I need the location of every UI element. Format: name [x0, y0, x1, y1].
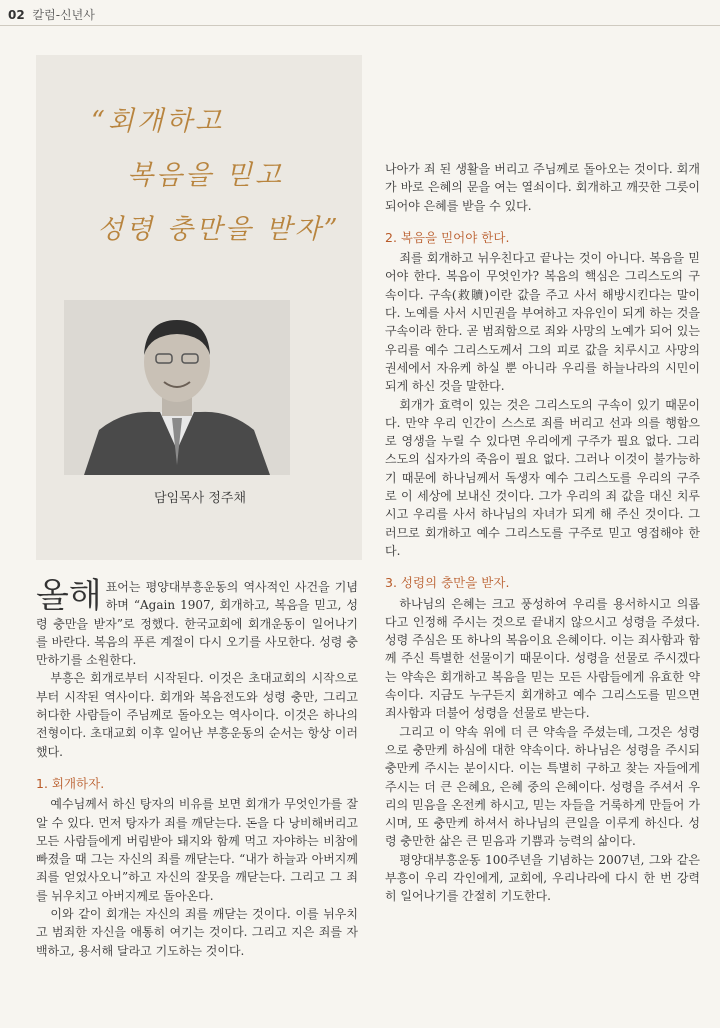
- paragraph: 이와 같이 회개는 자신의 죄를 깨닫는 것이다. 이를 뉘우치고 범죄한 자신을 애통히 여기는 것이다. 그리고 지은 죄를 자백하고, 용서해 달라고 기도하는 것이다.: [36, 907, 358, 958]
- quote-line-1: “회개하고: [91, 106, 225, 137]
- paragraph: 예수님께서 하신 탕자의 비유를 보면 회개가 무엇인가를 잘 알 수 있다. 먼저 탕자가 죄를 깨닫는다. 돈을 다 낭비해버리고 모든 사람들에게 버림받아 돼지와 함께 먹고 자야하는 비참에 빠졌을 때 그는 자신의 죄를 깨닫는다. “내가 하늘과 아버지께 죄를 얻었사오니”하고 자신의 잘못을 깨닫는다. 그리고 그 죄를 뉘우치고 아버지께로 돌아온다.: [36, 797, 358, 903]
- pastor-photo: [64, 300, 290, 475]
- paragraph: 죄를 회개하고 뉘우친다고 끝나는 것이 아니다. 복음을 믿어야 한다. 복음이 무엇인가? 복음의 핵심은 그리스도의 구속이다. 구속(救贖)이란 값을 주고 사서 해방시킨다는 말이다. 노예를 사서 시민권을 부여하고 자유인이 되게 하는 것을 구속이라 한다. 곧 범죄함으로 죄와 사망의 노예가 되어 있는 우리를 예수 그리스도께서 그의 피로 값을 치루시고 사망의 권세에서 자유케 하실 뿐 아니라 우리를 하늘나라의 시민이 되게 하신 것을 말한다.: [385, 251, 700, 394]
- section-heading-2: 2. 복음을 믿어야 한다.: [385, 229, 510, 245]
- paragraph: 평양대부흥운동 100주년을 기념하는 2007년, 그와 같은 부흥이 우리 각인에게, 교회에, 우리나라에 다시 한 번 강력히 일어나기를 간절히 기도한다.: [385, 852, 700, 904]
- drop-cap: 올해: [36, 576, 102, 616]
- paragraph: 하나님의 은혜는 크고 풍성하여 우리를 용서하시고 의롭다고 인정해 주시는 것으로 끝내지 않으시고 성령을 주셨다. 성령 주심은 또 하나의 복음이요 은혜이다. 이는 죄사함과 함께 주신 특별한 선물이기 때문이다. 성령을 선물로 주시겠다는 약속은 회개하고 복음을 믿는 모든 사람들에게 유효한 약속이다. 지금도 누구든지 회개하고 예수 그리스도를 믿으면 죄사함과 더불어 성령을 선물로 받는다.: [385, 596, 700, 721]
- intro-paragraph: [36, 578, 358, 669]
- intro-text: 표어는 평양대부흥운동의 역사적인 사건을 기념하며 “Again 1907, 회개하고, 복음을 믿고, 성령 충만을 받자”로 정했다. 한국교회에 회개운동이 일어나기를 바란다. 복음의 푸른 계절이 다시 오기를 사모한다. 성령 충만하기를 소원한다.: [36, 580, 358, 668]
- left-column: [36, 578, 358, 960]
- right-column: [385, 160, 700, 906]
- page-header: [8, 6, 95, 23]
- header-divider: [0, 25, 720, 26]
- quote-line-3: 성령 충만을 받자”: [97, 214, 341, 245]
- section-heading-3: 3. 성령의 충만을 받자.: [385, 575, 510, 591]
- section-label: 칼럼-신년사: [32, 8, 95, 22]
- pull-quote: [91, 95, 341, 257]
- section-heading-1: 1. 회개하자.: [36, 775, 105, 791]
- paragraph: 부흥은 회개로부터 시작된다. 이것은 초대교회의 시작으로부터 시작된 역사이다. 회개와 복음전도와 성령 충만, 그리고 허다한 사람들이 주님께로 돌아오는 역사이다. 이것은 하나의 전형이다. 초대교회 이후 일어난 부흥운동의 순서는 항상 이러했다.: [36, 671, 358, 759]
- portrait-image: [64, 300, 290, 475]
- paragraph: 회개가 효력이 있는 것은 그리스도의 구속이 있기 때문이다. 만약 우리 인간이 스스로 죄를 버리고 선과 의를 행함으로 영생을 누릴 수 있다면 우리에게 구주가 필요 없다. 그리스도의 십자가의 죽음이 필요 없다. 그러나 이것이 불가능하기 때문에 하나님께서 독생자 예수 그리스도를 우리의 구주로 이 세상에 보내신 것이다. 그가 우리의 죄 값을 대신 치루시고 우리를 사서 하나님의 자녀가 되게 해 주신 것이다. 그러므로 회개하고 예수 그리스도를 구주로 믿고 영접해야 한다.: [385, 397, 700, 558]
- continued-paragraph: 나아가 죄 된 생활을 버리고 주님께로 돌아오는 것이다. 회개가 바로 은혜의 문을 여는 열쇠이다. 회개하고 깨끗한 그릇이 되어야 은혜를 받을 수 있다.: [385, 162, 700, 213]
- paragraph: 그리고 이 약속 위에 더 큰 약속을 주셨는데, 그것은 성령으로 충만케 하심에 대한 약속이다. 하나님은 성령을 주시되 충만케 주시는 분이시다. 이는 특별히 구하고 찾는 자들에게 주시는 더 큰 은혜요, 은혜 중의 은혜이다. 성령을 주셔서 우리의 믿음을 온전케 하시고, 믿는 자들을 거룩하게 만들어 가시며, 또 충만케 하셔서 하나님의 큰일을 이루게 하신다. 성령 충만한 삶은 큰 믿음과 기쁨과 능력의 삶이다.: [385, 724, 700, 849]
- photo-caption: 담임목사 정주채: [153, 491, 247, 506]
- page-number: 02: [8, 8, 25, 22]
- quote-line-2: 복음을 믿고: [127, 160, 284, 191]
